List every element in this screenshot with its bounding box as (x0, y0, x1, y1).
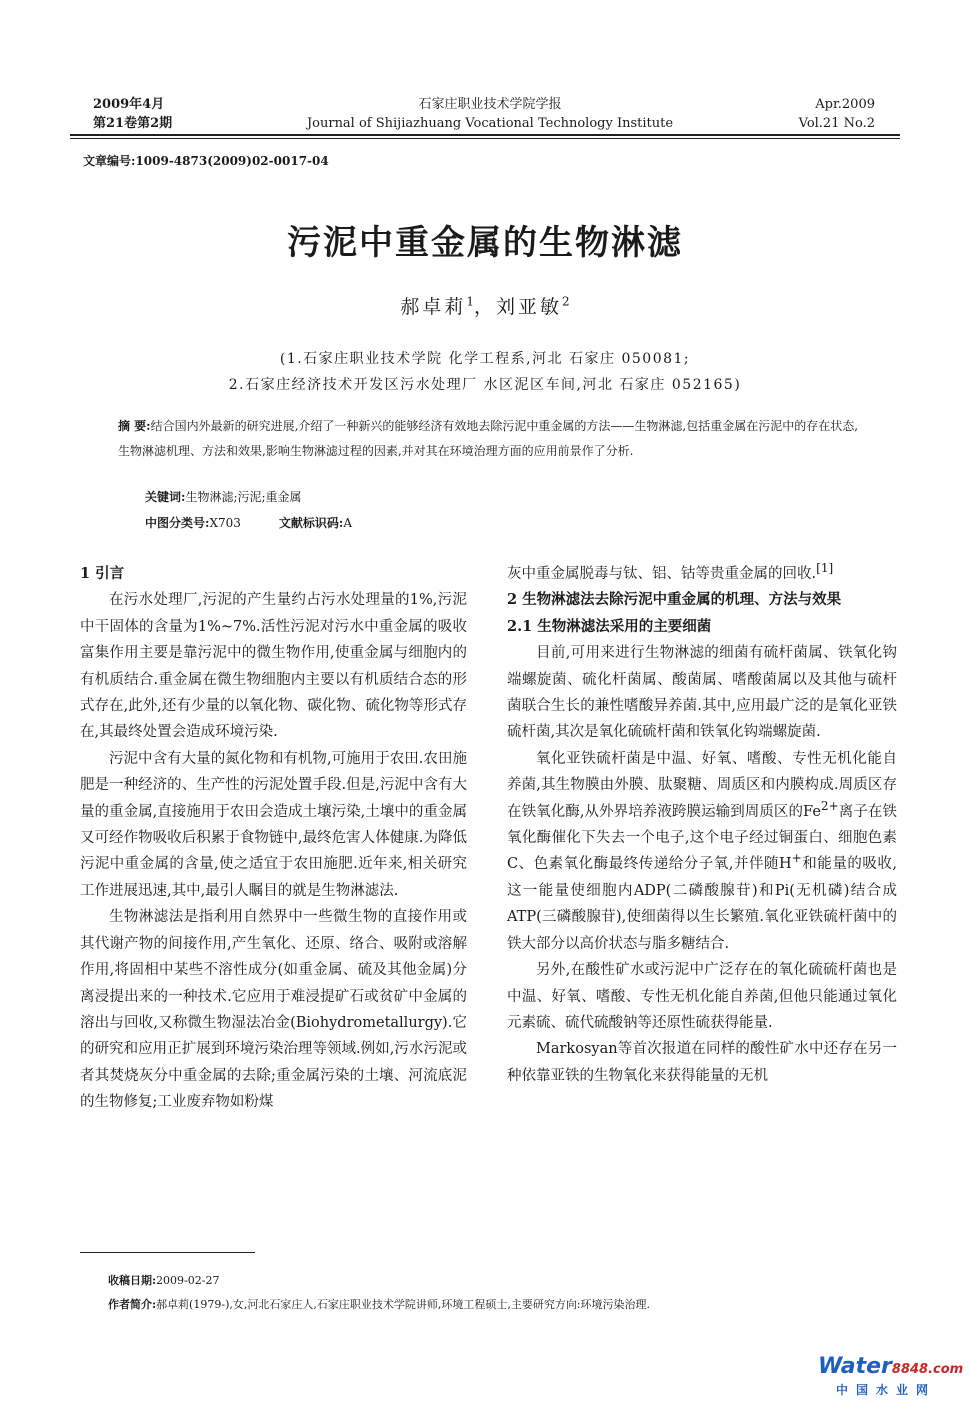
author-2-sup: 2 (562, 294, 570, 309)
abstract (118, 414, 863, 464)
section-2-heading: 2 生物淋滤法去除污泥中重金属的机理、方法与效果 (507, 591, 842, 609)
volume-issue: 第21卷第2期 (93, 116, 173, 131)
bio-label: 作者简介: (108, 1298, 157, 1311)
keywords-text: 生物淋滤;污泥;重金属 (185, 490, 302, 504)
clc-label: 中图分类号: (145, 516, 210, 530)
author-bio (108, 1296, 650, 1312)
superscript: + (791, 851, 802, 866)
header-rule-thin (70, 138, 900, 139)
author-2: 刘亚敏 (496, 296, 563, 318)
header-rule-thick (70, 134, 900, 136)
section-1-heading: 1 引言 (80, 565, 125, 582)
paragraph: 污泥中含有大量的氮化物和有机物,可施用于农田.农田施肥是一种经济的、生产性的污泥处置手段.但是,污泥中含有大量的重金属,直接施用于农田会造成土壤污染,土壤中的重金属又可经作物吸收后积累于食物链中,最终危害人体健康.为降低污泥中重金属的含量,使之适宜于农田施肥.近年来,相关研究工作进展迅速,其中,最引人瞩目的就是生物淋滤法. (80, 750, 467, 899)
received-label: 收稿日期: (108, 1274, 157, 1287)
watermark-subtitle: 中国水业网 (836, 1383, 937, 1397)
watermark-brand: Water (818, 1354, 892, 1379)
author-separator: ， (473, 296, 496, 318)
paper-title: 污泥中重金属的生物淋滤 (287, 223, 683, 263)
article-number: 文章编号:1009-4873(2009)02-0017-04 (83, 154, 329, 168)
paragraph: 另外,在酸性矿水或污泥中广泛存在的氧化硫硫杆菌也是中温、好氧、嗜酸、专性无机化能自养菌,但他只能通过氧化元素硫、硫代硫酸钠等还原性硫获得能量. (507, 962, 897, 1031)
received-value: 2009-02-27 (156, 1274, 220, 1287)
doc-code-value: A (343, 516, 352, 530)
watermark-suffix: .com (928, 1362, 964, 1377)
author-line (0, 292, 970, 319)
doc-code-label: 文献标识码: (278, 516, 344, 530)
issue-date: 2009年4月 (93, 97, 165, 112)
classification (145, 514, 352, 531)
paragraph-text: 灰中重金属脱毒与钛、铝、钴等贵重金属的回收. (507, 566, 817, 582)
abstract-text: 结合国内外最新的研究进展,介绍了一种新兴的能够经济有效地去除污泥中重金属的方法——生物淋滤,包括重金属在污泥中的存在状态,生物淋滤机理、方法和效果,影响生物淋滤过程的因素,并对其在环境治理方面的应用前景作了分析. (118, 419, 859, 458)
paragraph-text: 和能量的吸收,这一能量使细胞内ADP(二磷酸腺苷)和Pi(无机磷)结合成ATP(三磷酸腺苷),使细菌得以生长繁殖.氧化亚铁硫杆菌中的铁大部分以高价状态与脂多糖结合. (507, 856, 897, 952)
right-column (507, 561, 897, 1089)
paragraph: 目前,可用来进行生物淋滤的细菌有硫杆菌属、铁氧化钩端螺旋菌、硫化杆菌属、酸菌属、嗜酸菌属以及其他与硫杆菌联合生长的兼性嗜酸异养菌.其中,应用最广泛的是氧化亚铁硫杆菌,其次是氧化硫硫杆菌和铁氧化钩端螺旋菌. (507, 645, 897, 741)
journal-date-en (799, 95, 875, 133)
clc-value: X703 (209, 516, 241, 530)
paragraph-text: 氧化亚铁硫杆菌是中温、好氧、嗜酸、专性无机化能自养菌,其生物膜由外膜、肽聚糖、周质区和内膜构成.周质区存在铁氧化酶,从外界培养液跨膜运输到周质区的Fe (507, 750, 897, 820)
superscript: 2+ (820, 798, 839, 813)
volume-issue-en: Vol.21 No.2 (798, 116, 875, 131)
journal-title-cn: 石家庄职业技术学院学报 (418, 97, 562, 112)
watermark-logo (818, 1354, 963, 1379)
paragraph (507, 746, 897, 957)
paragraph: 生物淋滤法是指利用自然界中一些微生物的直接作用或其代谢产物的间接作用,产生氧化、还原、络合、吸附或溶解作用,将固相中某些不溶性成分(如重金属、硫及其他金属)分离浸提出来的一种技术.它应用于难浸提矿石或贫矿中金属的溶出与回收,又称微生物湿法冶金(Biohydrometallurgy).它的研究和应用正扩展到环境污染治理等领域.例如,污水污泥或者其焚烧灰分中重金属的去除;重金属污染的土壤、河流底泥的生物修复;工业废弃物如粉煤 (80, 909, 467, 1111)
paragraph: Markosyan等首次报道在同样的酸性矿水中还存在另一种依靠亚铁的生物氧化来获得能量的无机 (507, 1041, 897, 1084)
paragraph-text: 离子在铁氧化酶催化下失去一个电子,这个电子经过铜蛋白、细胞色素C、色素氧化酶最终传递给分子氧,并伴随H (507, 803, 897, 873)
journal-title-block (300, 95, 680, 133)
reference-marker: [1] (816, 561, 834, 576)
keywords-label: 关键词: (145, 490, 186, 504)
bio-value: 郝卓莉(1979-),女,河北石家庄人,石家庄职业技术学院讲师,环境工程硕士,主要研究方向:环境污染治理. (156, 1298, 651, 1311)
author-1-sup: 1 (466, 294, 474, 309)
journal-title-en: Journal of Shijiazhuang Vocational Technology Institute (306, 116, 674, 131)
subsection-2-1-heading: 2.1 生物淋滤法采用的主要细菌 (507, 617, 712, 635)
issue-date-en: Apr.2009 (815, 97, 875, 112)
abstract-label: 摘 要: (118, 419, 151, 433)
keywords (145, 488, 302, 505)
watermark-number: 8848 (891, 1362, 929, 1377)
left-column (80, 561, 467, 1116)
paragraph: 在污水处理厂,污泥的产生量约占污水处理量的1%,污泥中干固体的含量为1%~7%.活性污泥对污水中重金属的吸收富集作用主要是靠污泥中的微生物作用,使重金属与细胞内的有机质结合.重金属在微生物细胞内主要以有机质结合态的形式存在,此外,还有少量的以氧化物、碳化物、硫化物等形式存在,其最终处置会造成环境污染. (80, 592, 467, 741)
author-1: 郝卓莉 (400, 296, 467, 318)
affiliation-1: (1.石家庄职业技术学院 化学工程系,河北 石家庄 050081; (279, 351, 691, 367)
journal-date-issue (93, 95, 172, 133)
received-date (108, 1272, 219, 1288)
paragraph-continued (507, 561, 897, 587)
affiliation-2: 2.石家庄经济技术开发区污水处理厂 水区泥区车间,河北 石家庄 052165) (228, 377, 742, 393)
footnote-rule (80, 1252, 255, 1253)
